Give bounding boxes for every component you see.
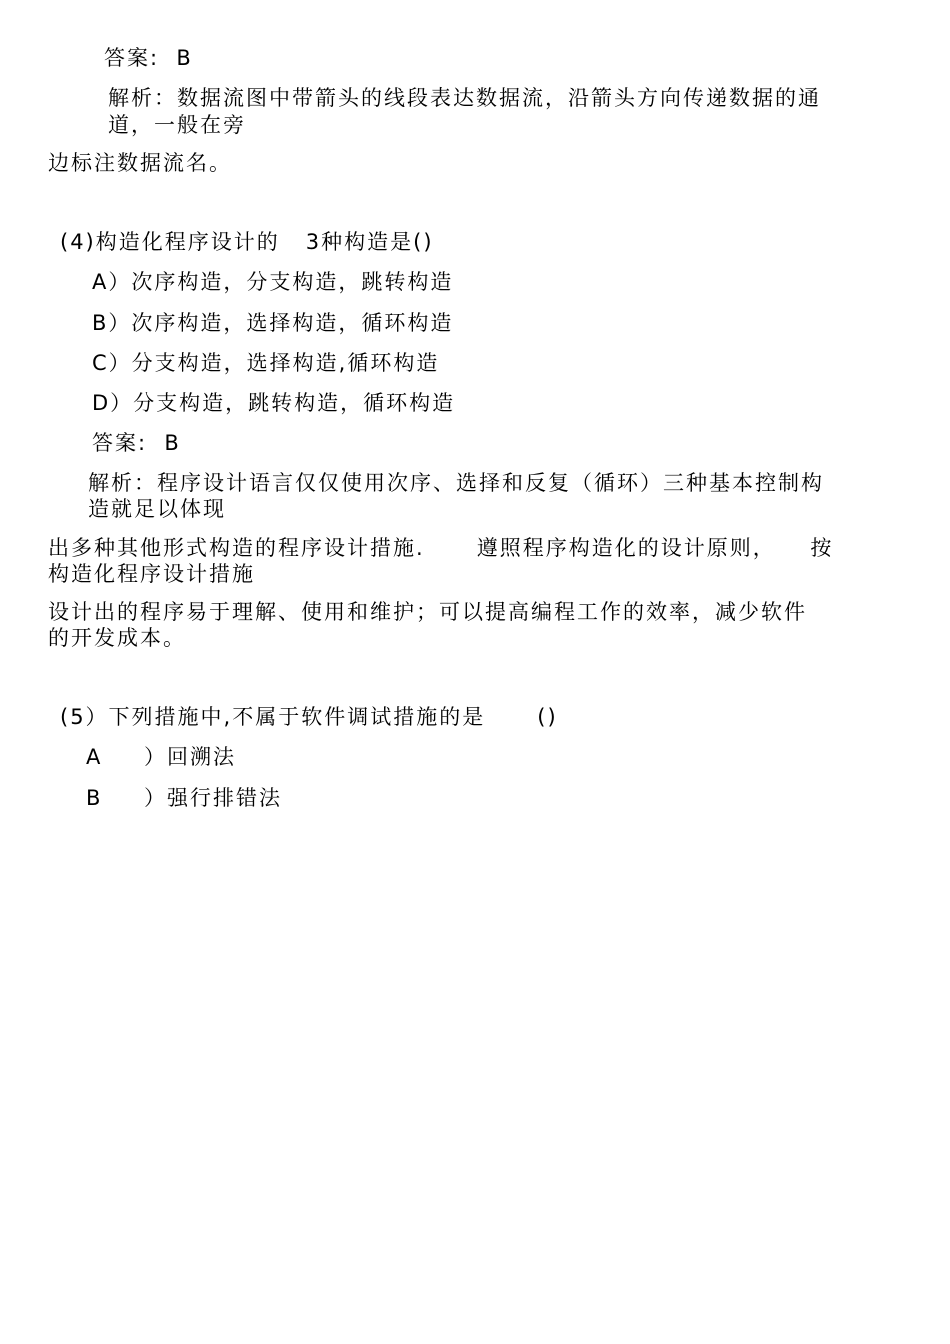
q5-option-b-letter: B [86,786,103,810]
q4-analysis-line1: 解析：程序设计语言仅仅使用次序、选择和反复（循环）三种基本控制构 [88,471,824,495]
q4-analysis-line5: 设计出的程序易于理解、使用和维护；可以提高编程工作的效率，减少软件 [48,600,807,624]
q5-option-a-text: ）回溯法 [144,745,236,769]
q3-analysis-line2: 道，一般在旁 [108,113,246,137]
q4-analysis-line6: 的开发成本。 [48,626,186,650]
q4-stem: (4)构造化程序设计的 3种构造是() [60,230,434,254]
q4-option-a: A）次序构造，分支构造，跳转构造 [92,270,454,294]
q4-option-b: B）次序构造，选择构造，循环构造 [92,311,454,335]
q4-option-c: C）分支构造，选择构造,循环构造 [92,351,440,375]
q5-option-a-letter: A [86,745,103,769]
q4-analysis-line3: 出多种其他形式构造的程序设计措施. 遵照程序构造化的设计原则， 按 [48,536,834,560]
q4-answer: 答案: B [92,431,181,455]
q5-option-b-text: ）强行排错法 [144,786,282,810]
q3-analysis-line1: 解析：数据流图中带箭头的线段表达数据流，沿箭头方向传递数据的通 [108,86,821,110]
q5-stem: (5）下列措施中,不属于软件调试措施的是 () [60,705,558,729]
q3-analysis-line3: 边标注数据流名。 [48,151,232,175]
q4-option-d: D）分支构造，跳转构造，循环构造 [92,391,456,415]
q3-answer: 答案: B [104,46,193,70]
q4-analysis-line4: 构造化程序设计措施 [48,562,255,586]
q4-analysis-line2: 造就足以体现 [88,497,226,521]
